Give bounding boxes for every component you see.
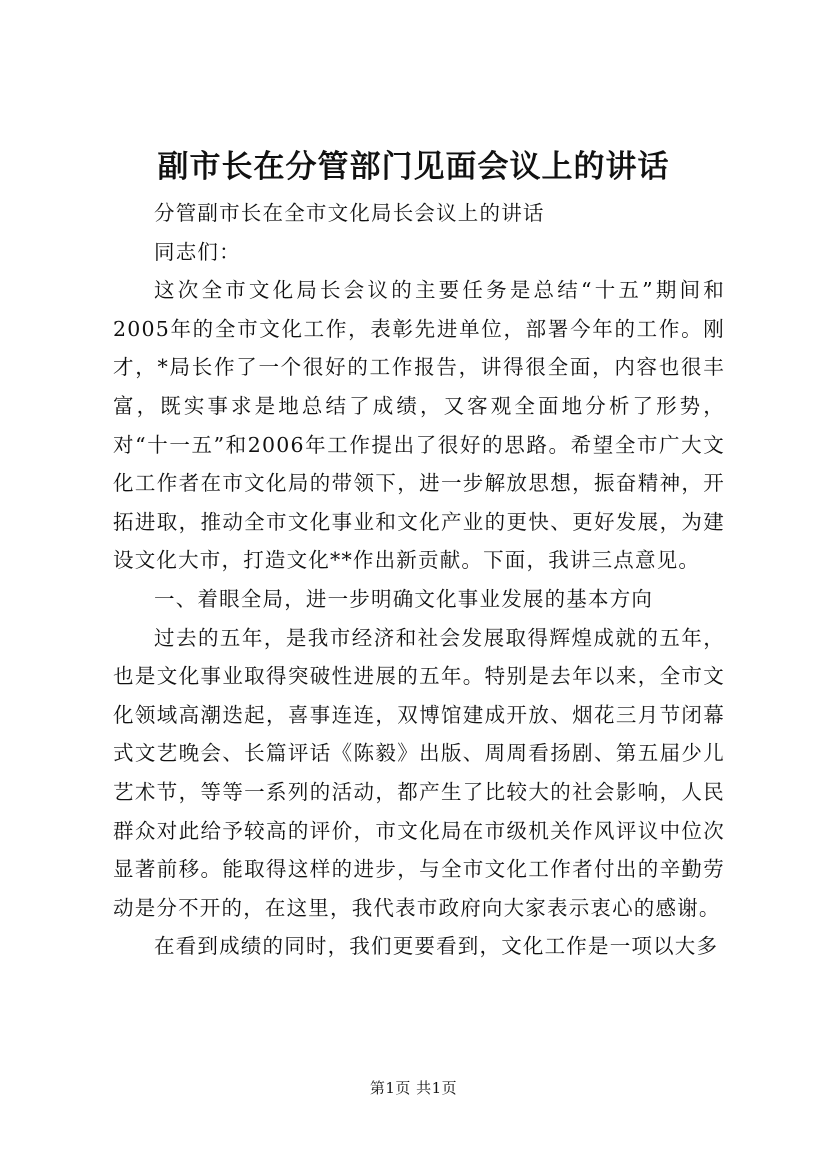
salutation-paragraph: 同志们： (154, 239, 241, 264)
page-footer (0, 1078, 827, 1098)
body-paragraph: 过去的五年，是我市经济和社会发展取得辉煌成就的五年，也是文化事业取得突破性进展的五年。特别是去年以来，全市文化领域高潮迭起，喜事连连，双博馆建成开放、烟花三月节闭幕式文艺晚会、长篇评话《陈毅》出版、周周看扬剧、第五届少儿艺术节，等等一系列的活动，都产生了比较大的社会影响，人民群众对此给予较高的评价，市文化局在市级机关作风评议中位次显著前移。能取得这样的进步，与全市文化工作者付出的辛勤劳动是分不开的，在这里，我代表市政府向大家表示衷心的感谢。 (113, 625, 725, 920)
page-number-label: 第1页 共1页 (369, 1079, 458, 1097)
document-body (113, 194, 725, 966)
section-heading: 一、着眼全局，进一步明确文化事业发展的基本方向 (154, 586, 654, 611)
body-paragraph: 这次全市文化局长会议的主要任务是总结“十五”期间和2005年的全市文化工作，表彰先进单位，部署今年的工作。刚才，*局长作了一个很好的工作报告，讲得很全面，内容也很丰富，既实事求是地总结了成绩，又客观全面地分析了形势，对“十一五”和2006年工作提出了很好的思路。希望全市广大文化工作者在市文化局的带领下，进一步解放思想，振奋精神，开拓进取，推动全市文化事业和文化产业的更快、更好发展，为建设文化大市，打造文化**作出新贡献。下面，我讲三点意见。 (113, 278, 725, 573)
page-title: 副市长在分管部门见面会议上的讲话 (157, 149, 670, 185)
subtitle-paragraph: 分管副市长在全市文化局长会议上的讲话 (154, 201, 545, 225)
body-paragraph: 在看到成绩的同时，我们更要看到，文化工作是一项以大多 (154, 934, 719, 959)
